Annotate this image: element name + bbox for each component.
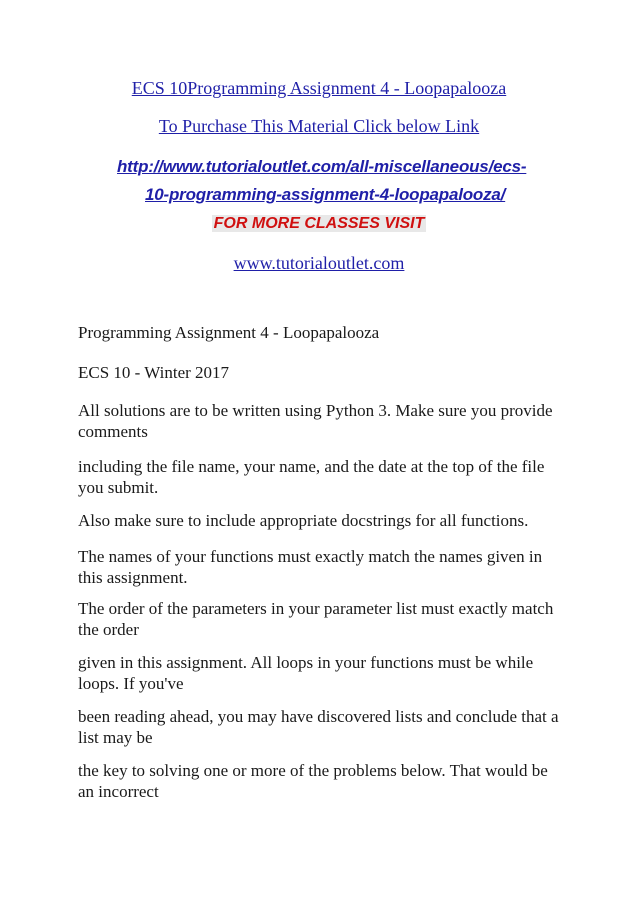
paragraph-parameter-order: The order of the parameters in your parameter list must exactly match the order <box>78 599 554 639</box>
url-line-2[interactable]: 10-programming-assignment-4-loopapalooza/ <box>145 185 506 204</box>
paragraph-while-loops: given in this assignment. All loops in your functions must be while loops. If you've <box>78 653 534 693</box>
paragraph-file-header: including the file name, your name, and the date at the top of the file you submit. <box>78 457 545 497</box>
paragraph-lists-warning: been reading ahead, you may have discovered lists and conclude that a list may be <box>78 707 559 747</box>
more-classes-banner <box>0 215 638 233</box>
paragraph-python-comments: All solutions are to be written using Python 3. Make sure you provide comments <box>78 401 553 441</box>
paragraph-docstrings: Also make sure to include appropriate docstrings for all functions. <box>78 511 529 530</box>
site-link[interactable]: www.tutorialoutlet.com <box>233 253 405 273</box>
url-line-1[interactable]: http://www.tutorialoutlet.com/all-miscellaneous/ecs- <box>117 157 527 176</box>
paragraph-incorrect: the key to solving one or more of the problems below. That would be an incorrect <box>78 761 548 801</box>
paragraph-function-names: The names of your functions must exactly match the names given in this assignment. <box>78 547 543 587</box>
paragraph-course-term: ECS 10 - Winter 2017 <box>78 363 230 382</box>
title-link[interactable]: ECS 10Programming Assignment 4 - Loopapalooza <box>131 78 507 98</box>
paragraph-assignment-title: Programming Assignment 4 - Loopapalooza <box>78 323 380 342</box>
more-classes-text: FOR MORE CLASSES VISIT <box>213 215 425 232</box>
product-url-link[interactable] <box>117 153 597 209</box>
purchase-link[interactable]: To Purchase This Material Click below Link <box>158 116 480 136</box>
